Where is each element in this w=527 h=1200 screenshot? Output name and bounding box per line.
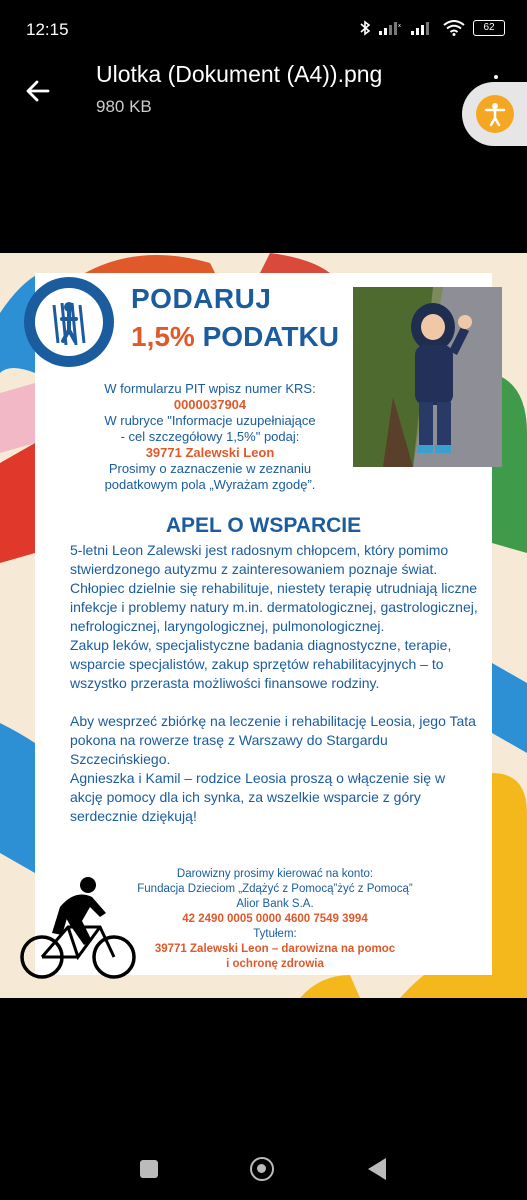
appeal-paragraph: 5-letni Leon Zalewski jest radosnym chłopcem, który pomimo stwierdzonego autyzmu z zainteresowaniem poznaje świat. Chłopiec dzielnie się rehabilituje, niestety terapię utrudniają liczne infekcje i problemy natury m.in. dermatologicznej, gastrologicznej, nefrologicznej, laryngologicznej, pulmonologicznej. — [70, 542, 478, 634]
battery-icon: 62 — [473, 20, 505, 36]
file-size: 980 KB — [96, 97, 152, 116]
accessibility-widget[interactable] — [462, 82, 527, 146]
beneficiary-code: 39771 Zalewski Leon — [145, 445, 275, 460]
krs-number: 0000037904 — [173, 397, 247, 412]
donation-title-cont: i ochronę zdrowia — [226, 958, 324, 970]
appeal-title: APEL O WSPARCIE — [165, 514, 362, 537]
more-options-icon[interactable] — [494, 75, 498, 79]
heading-percent: 1,5% — [131, 321, 195, 352]
pit-line: podatkowym pola „Wyrażam zgodę”. — [104, 477, 316, 492]
status-time: 12:15 — [26, 20, 69, 39]
heading-word: PODATKU — [194, 321, 339, 352]
svg-text:x: x — [398, 23, 401, 29]
back-arrow-icon[interactable] — [22, 75, 54, 107]
donation-line: Fundacja Dzieciom „Zdążyć z Pomocą”żyć z Pomocą” — [137, 883, 413, 895]
donation-line: Alior Bank S.A. — [236, 898, 314, 910]
appeal-text — [70, 541, 480, 826]
bluetooth-icon — [359, 20, 371, 36]
donation-line: Darowizny prosimy kierować na konto: — [176, 868, 374, 880]
flyer-heading-line1: PODARUJ — [131, 283, 272, 314]
donation-info — [110, 867, 440, 972]
donation-title: 39771 Zalewski Leon – darowizna na pomoc — [154, 943, 396, 955]
donation-line: Tytułem: — [253, 928, 297, 940]
pit-line: Prosimy o zaznaczenie w zeznaniu — [108, 461, 312, 476]
pit-line: W rubryce "Informacje uzupełniające — [104, 413, 316, 428]
pit-instructions — [60, 381, 360, 493]
home-button[interactable] — [250, 1157, 274, 1181]
signal-icon — [379, 21, 403, 35]
signal-icon — [411, 21, 435, 35]
appeal-paragraph: Zakup leków, specjalistyczne badania diagnostyczne, terapie, wsparcie specjalistów, zakup sprzętów rehabilitacyjnych – to wszystko przerasta możliwości finansowe rodziny. — [70, 637, 452, 691]
pit-line: W formularzu PIT wpisz numer KRS: — [104, 381, 316, 396]
system-navbar — [0, 1140, 527, 1200]
child-photo — [353, 287, 502, 467]
bank-account: 42 2490 0005 0000 4600 7549 3994 — [182, 913, 368, 925]
cyclist-icon — [20, 875, 140, 983]
flyer-heading-line2 — [131, 321, 339, 353]
foundation-logo — [22, 275, 116, 369]
file-title: Ulotka (Dokument (A4)).png — [96, 61, 383, 87]
accessibility-icon[interactable] — [476, 95, 514, 133]
app-header — [0, 55, 527, 125]
recent-apps-button[interactable] — [140, 1160, 158, 1178]
pit-line: - cel szczegółowy 1,5%" podaj: — [120, 429, 300, 444]
appeal-paragraph: Agnieszka i Kamil – rodzice Leosia proszą o włączenie się w akcję pomocy dla ich synka, za wszelkie wsparcie z góry serdecznie dziękują! — [70, 770, 446, 824]
wifi-icon — [443, 20, 465, 36]
status-icons — [359, 20, 505, 36]
back-button[interactable] — [368, 1158, 386, 1180]
appeal-paragraph: Aby wesprzeć zbiórkę na leczenie i rehabilitację Leosia, jego Tata pokona na rowerze trasę z Warszawy do Stargardu Szczecińskiego. — [70, 713, 476, 767]
